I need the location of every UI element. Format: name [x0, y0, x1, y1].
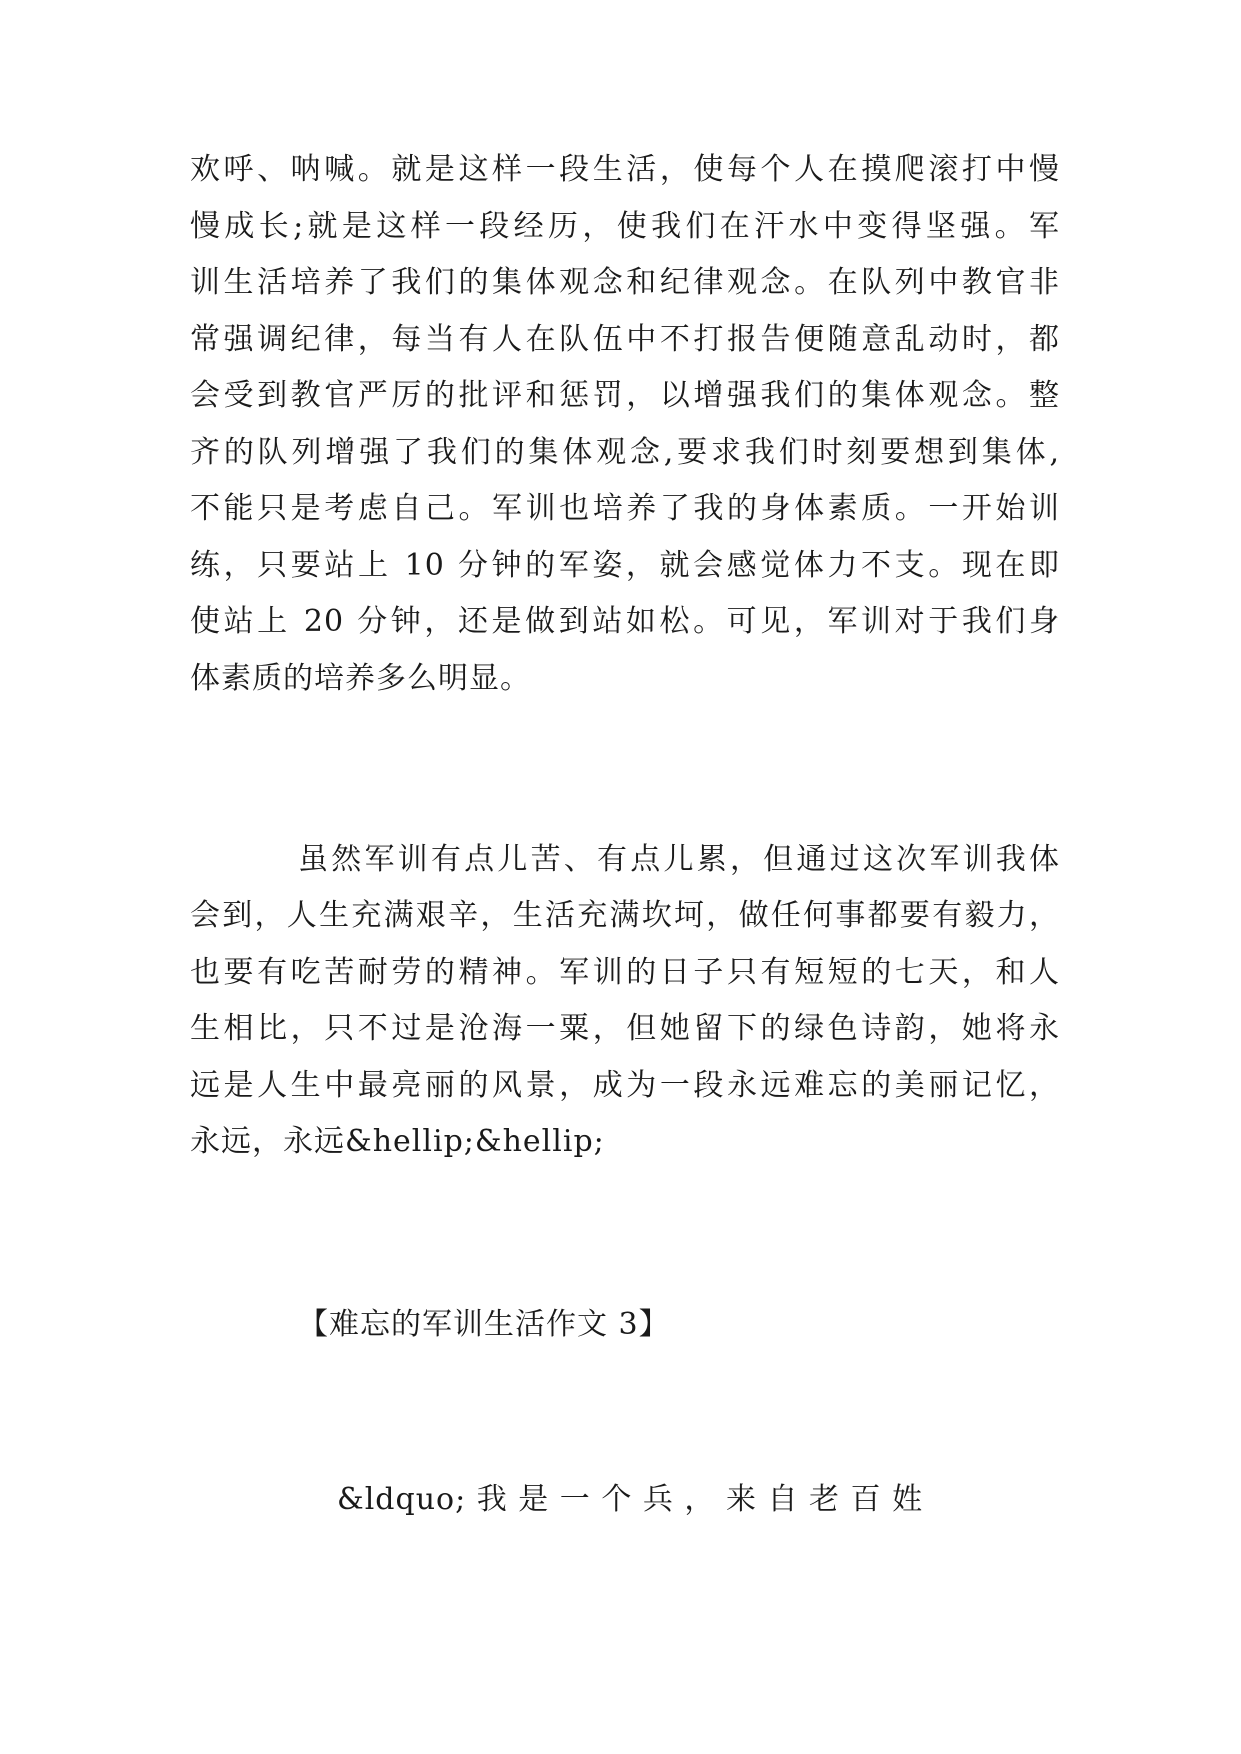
text-line: &ldquo; 我 是 一 个 兵 ， 来 自 老 百 姓: [337, 1482, 924, 1517]
text-line: 欢呼、呐喊。就是这样一段生活，使每个人在摸爬滚打中慢: [190, 152, 1060, 187]
text-line: 不能只是考虑自己。军训也培养了我的身体素质。一开始训: [190, 491, 1060, 526]
text-line: 会到，人生充满艰辛，生活充满坎坷，做任何事都要有毅力，: [190, 898, 1060, 933]
text-line: 远是人生中最亮丽的风景，成为一段永远难忘的美丽记忆，: [190, 1068, 1060, 1103]
text-line: 慢成长;就是这样一段经历，使我们在汗水中变得坚强。军: [190, 209, 1060, 244]
text-line: 会受到教官严厉的批评和惩罚，以增强我们的集体观念。整: [190, 378, 1060, 413]
text-line: 虽然军训有点儿苦、有点儿累，但通过这次军训我体: [298, 842, 1060, 877]
text-line: 训生活培养了我们的集体观念和纪律观念。在队列中教官非: [190, 265, 1060, 300]
text-line: 生相比，只不过是沧海一粟，但她留下的绿色诗韵，她将永: [190, 1011, 1060, 1046]
text-line: 常强调纪律，每当有人在队伍中不打报告便随意乱动时，都: [190, 322, 1060, 357]
text-line: 使站上 20 分钟，还是做到站如松。可见，军训对于我们身: [190, 604, 1060, 639]
text-line: 体素质的培养多么明显。: [190, 661, 531, 696]
section-heading: 【难忘的军训生活作文 3】: [298, 1307, 670, 1342]
text-line: 永远，永远&hellip;&hellip;: [190, 1124, 605, 1159]
text-line: 练，只要站上 10 分钟的军姿，就会感觉体力不支。现在即: [190, 548, 1060, 583]
text-line: 也要有吃苦耐劳的精神。军训的日子只有短短的七天，和人: [190, 955, 1060, 990]
text-line: 齐的队列增强了我们的集体观念,要求我们时刻要想到集体,: [190, 435, 1060, 470]
